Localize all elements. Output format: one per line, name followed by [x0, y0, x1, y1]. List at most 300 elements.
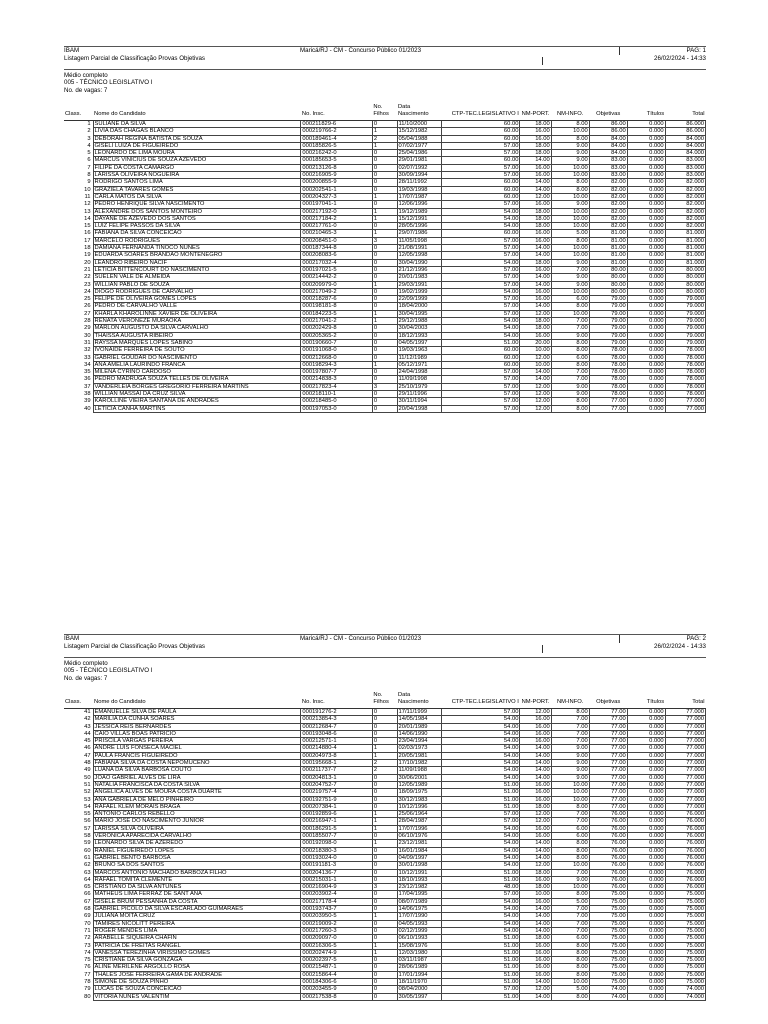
titles-score: 0.000 — [627, 854, 665, 861]
rank: 38 — [84, 390, 91, 397]
objective-score: 75.00 — [589, 920, 627, 927]
rank: 31 — [84, 339, 91, 346]
informatics-score: 7.00 — [551, 730, 589, 737]
titles-score: 0.000 — [627, 398, 665, 405]
children-count: 0 — [372, 339, 397, 346]
candidate-name: GABRIEL GOUDAR DO NASCIMENTO — [93, 354, 301, 361]
titles-score: 0.000 — [627, 949, 665, 956]
rank: 18 — [84, 245, 91, 252]
tec-score: 57.00 — [442, 369, 520, 376]
candidate-name: GABRIEL BENTO BARBOSA — [93, 854, 301, 861]
titles-score: 0.000 — [627, 318, 665, 325]
birth-date: 06/10/1993 — [397, 935, 442, 942]
children-count: 0 — [372, 964, 397, 971]
objective-score: 83.00 — [589, 157, 627, 164]
titles-score: 0.000 — [627, 332, 665, 339]
informatics-score: 5.00 — [551, 230, 589, 237]
objective-score: 79.00 — [589, 339, 627, 346]
objective-score: 76.00 — [589, 854, 627, 861]
birth-date: 30/04/2003 — [397, 325, 442, 332]
portuguese-score: 16.00 — [520, 296, 551, 303]
objective-score: 77.00 — [589, 789, 627, 796]
informatics-score: 10.00 — [551, 252, 589, 259]
tec-score: 57.00 — [442, 296, 520, 303]
titles-score: 0.000 — [627, 135, 665, 142]
portuguese-score: 12.00 — [520, 390, 551, 397]
children-count: 0 — [372, 164, 397, 171]
tec-score: 57.00 — [442, 142, 520, 149]
objective-score: 75.00 — [589, 913, 627, 920]
rank: 23 — [84, 281, 91, 288]
birth-date: 30/04/1995 — [397, 310, 442, 317]
org-name: IBAM — [64, 47, 80, 54]
candidate-name: PEDRO DE CARVALHO VALLE — [93, 303, 301, 310]
birth-date: 23/12/1982 — [397, 884, 442, 891]
objective-score: 77.00 — [589, 767, 627, 774]
birth-date: 25/04/1986 — [397, 150, 442, 157]
tec-score: 54.00 — [442, 716, 520, 723]
table-row — [64, 259, 706, 266]
registration-number: 000191276-2 — [301, 709, 373, 716]
tec-score: 60.00 — [442, 179, 520, 186]
total-score: 79.000 — [665, 325, 705, 332]
objective-score: 77.00 — [589, 752, 627, 759]
candidate-name: RAFAEL KLEM MORAIS BRAGA — [93, 803, 301, 810]
birth-date: 30/06/2001 — [397, 774, 442, 781]
titles-score: 0.000 — [627, 325, 665, 332]
tec-score: 54.00 — [442, 913, 520, 920]
tec-score: 57.00 — [442, 245, 520, 252]
titles-score: 0.000 — [627, 339, 665, 346]
candidate-name: MATHEUS LIMA FERRAZ DE SANT ANA — [93, 891, 301, 898]
registration-number: 000191068-0 — [301, 347, 373, 354]
rank: 64 — [84, 876, 91, 883]
titles-score: 0.000 — [627, 774, 665, 781]
titles-score: 0.000 — [627, 913, 665, 920]
portuguese-score: 16.00 — [520, 898, 551, 905]
informatics-score: 8.00 — [551, 803, 589, 810]
total-score: 84.000 — [665, 135, 705, 142]
total-score: 77.000 — [665, 716, 705, 723]
portuguese-score: 18.00 — [520, 318, 551, 325]
portuguese-score: 14.00 — [520, 303, 551, 310]
table-row — [64, 347, 706, 354]
table-row — [64, 920, 706, 927]
titles-score: 0.000 — [627, 964, 665, 971]
portuguese-score: 18.00 — [520, 150, 551, 157]
birth-date: 05/04/1988 — [397, 135, 442, 142]
children-count: 0 — [372, 957, 397, 964]
titles-score: 0.000 — [627, 781, 665, 788]
header-divider — [619, 47, 620, 55]
tec-score: 57.00 — [442, 405, 520, 412]
birth-date: 15/12/1982 — [397, 128, 442, 135]
birth-date: 15/12/1991 — [397, 215, 442, 222]
table-row — [64, 935, 706, 942]
children-count: 0 — [372, 833, 397, 840]
titles-score: 0.000 — [627, 208, 665, 215]
total-score: 77.000 — [665, 774, 705, 781]
registration-number: 000192751-9 — [301, 796, 373, 803]
informatics-score: 10.00 — [551, 310, 589, 317]
candidate-name: LEONARDO SILVA DE AZEREDO — [93, 840, 301, 847]
children-count: 2 — [372, 135, 397, 142]
children-count: 0 — [372, 796, 397, 803]
birth-date: 04/05/1993 — [397, 920, 442, 927]
registration-number: 000204813-1 — [301, 774, 373, 781]
total-score: 78.000 — [665, 354, 705, 361]
total-score: 82.000 — [665, 201, 705, 208]
tec-score: 54.00 — [442, 723, 520, 730]
titles-score: 0.000 — [627, 935, 665, 942]
table-row — [64, 818, 706, 825]
children-count: 0 — [372, 789, 397, 796]
total-score: 82.000 — [665, 215, 705, 222]
children-count: 2 — [372, 767, 397, 774]
total-score: 76.000 — [665, 833, 705, 840]
objective-score: 78.00 — [589, 361, 627, 368]
rank: 16 — [84, 230, 91, 237]
candidate-name: CRISTIANO DA SILVA ANTUNES — [93, 884, 301, 891]
titles-score: 0.000 — [627, 296, 665, 303]
total-score: 81.000 — [665, 259, 705, 266]
informatics-score: 9.00 — [551, 390, 589, 397]
informatics-score: 6.00 — [551, 833, 589, 840]
candidate-name: RAYSSA MARQUES LOPES SABINO — [93, 339, 301, 346]
total-score: 77.000 — [665, 730, 705, 737]
objective-score: 75.00 — [589, 942, 627, 949]
children-count: 1 — [372, 230, 397, 237]
children-count: 0 — [372, 993, 397, 1000]
titles-score: 0.000 — [627, 796, 665, 803]
birth-date: 15/08/1976 — [397, 942, 442, 949]
table-row — [64, 135, 706, 142]
titles-score: 0.000 — [627, 142, 665, 149]
birth-date: 11/10/2000 — [397, 121, 442, 128]
children-count: 0 — [372, 332, 397, 339]
titles-score: 0.000 — [627, 884, 665, 891]
candidate-name: IVONAIDE FERREIRA DE SOUTO — [93, 347, 301, 354]
tec-score: 57.00 — [442, 818, 520, 825]
objective-score: 78.00 — [589, 390, 627, 397]
candidate-name: MARLON AUGUSTO DA SILVA CARVALHO — [93, 325, 301, 332]
tec-score: 54.00 — [442, 332, 520, 339]
table-row — [64, 942, 706, 949]
report-datetime: 26/02/2024 - 14:33 — [654, 54, 706, 62]
children-count: 1 — [372, 825, 397, 832]
total-score: 82.000 — [665, 179, 705, 186]
tec-score: 57.00 — [442, 201, 520, 208]
titles-score: 0.000 — [627, 891, 665, 898]
informatics-score: 8.00 — [551, 942, 589, 949]
children-count: 0 — [372, 774, 397, 781]
birth-date: 11/05/1998 — [397, 237, 442, 244]
column-header-info: NM-INFO. — [551, 692, 589, 709]
candidate-name: THALES JOSE FERREIRA GAMA DE ANDRADE — [93, 971, 301, 978]
informatics-score: 7.00 — [551, 818, 589, 825]
rank: 59 — [84, 840, 91, 847]
total-score: 82.000 — [665, 208, 705, 215]
candidate-name: JOAO GABRIEL ALVES DE LIRA — [93, 774, 301, 781]
registration-number: 000207384-1 — [301, 803, 373, 810]
rank: 80 — [84, 993, 91, 1000]
rank: 43 — [84, 723, 91, 730]
birth-date: 14/06/1990 — [397, 730, 442, 737]
children-count: 0 — [372, 723, 397, 730]
tec-score: 54.00 — [442, 825, 520, 832]
children-count: 0 — [372, 296, 397, 303]
objective-score: 78.00 — [589, 369, 627, 376]
column-header-insc: No. Insc. — [301, 104, 373, 121]
column-header-filhos: No. Filhos — [372, 692, 397, 709]
children-count: 0 — [372, 781, 397, 788]
registration-number: 000203950-5 — [301, 913, 373, 920]
total-score: 77.000 — [665, 803, 705, 810]
candidate-name: JESSICA REIS BERNARDES — [93, 723, 301, 730]
table-row — [64, 978, 706, 985]
portuguese-score: 16.00 — [520, 949, 551, 956]
total-score: 78.000 — [665, 347, 705, 354]
rank: 75 — [84, 957, 91, 964]
portuguese-score: 16.00 — [520, 964, 551, 971]
rank: 37 — [84, 383, 91, 390]
report-page-1 — [0, 0, 768, 470]
total-score: 79.000 — [665, 296, 705, 303]
titles-score: 0.000 — [627, 818, 665, 825]
birth-date: 20/01/1983 — [397, 274, 442, 281]
objective-score: 79.00 — [589, 318, 627, 325]
informatics-score: 8.00 — [551, 135, 589, 142]
rank: 5 — [87, 150, 91, 157]
titles-score: 0.000 — [627, 927, 665, 934]
titles-score: 0.000 — [627, 369, 665, 376]
birth-date: 02/07/1992 — [397, 164, 442, 171]
rank: 71 — [84, 927, 91, 934]
portuguese-score: 10.00 — [520, 891, 551, 898]
objective-score: 76.00 — [589, 840, 627, 847]
tec-score: 51.00 — [442, 942, 520, 949]
total-score: 75.000 — [665, 949, 705, 956]
candidate-name: SIMONE DE SOUZA PINHO — [93, 978, 301, 985]
candidate-name: ANA AMELIA LAURINDO FRANCA — [93, 361, 301, 368]
total-score: 80.000 — [665, 281, 705, 288]
informatics-score: 8.00 — [551, 993, 589, 1000]
rank: 1 — [87, 121, 91, 128]
column-header-nasc: Data Nascimento — [397, 104, 442, 121]
children-count: 1 — [372, 752, 397, 759]
candidate-name: KHARLA KHAROLINNE XAVIER DE OLIVEIRA — [93, 310, 301, 317]
titles-score: 0.000 — [627, 150, 665, 157]
rank: 32 — [84, 347, 91, 354]
children-count: 0 — [372, 325, 397, 332]
registration-number: 000208083-6 — [301, 252, 373, 259]
candidate-name: GISELE BRUM PESSANHA DA COSTA — [93, 898, 301, 905]
total-score: 80.000 — [665, 266, 705, 273]
total-score: 84.000 — [665, 150, 705, 157]
table-row — [64, 186, 706, 193]
informatics-score: 10.00 — [551, 789, 589, 796]
titles-score: 0.000 — [627, 957, 665, 964]
portuguese-score: 14.00 — [520, 252, 551, 259]
registration-number: 000219009-2 — [301, 920, 373, 927]
table-row — [64, 245, 706, 252]
total-score: 77.000 — [665, 767, 705, 774]
page-number: PAG: 1 — [686, 47, 706, 54]
rank: 52 — [84, 789, 91, 796]
column-header-class: Class. — [64, 692, 93, 709]
table-row — [64, 223, 706, 230]
titles-score: 0.000 — [627, 310, 665, 317]
titles-score: 0.000 — [627, 390, 665, 397]
tec-score: 54.00 — [442, 847, 520, 854]
candidate-name: LARISSA SILVA OLIVEIRA — [93, 825, 301, 832]
rank: 33 — [84, 354, 91, 361]
informatics-score: 10.00 — [551, 862, 589, 869]
objective-score: 75.00 — [589, 906, 627, 913]
portuguese-score: 16.00 — [520, 230, 551, 237]
tec-score: 60.00 — [442, 157, 520, 164]
portuguese-score: 16.00 — [520, 266, 551, 273]
classification-table — [64, 692, 706, 1001]
children-count: 0 — [372, 398, 397, 405]
table-row — [64, 876, 706, 883]
titles-score: 0.000 — [627, 847, 665, 854]
table-row — [64, 898, 706, 905]
objective-score: 80.00 — [589, 274, 627, 281]
registration-number: 000190660-7 — [301, 339, 373, 346]
column-header-obj: Objetivas — [589, 104, 627, 121]
informatics-score: 10.00 — [551, 796, 589, 803]
rank: 45 — [84, 738, 91, 745]
registration-number: 000216242-0 — [301, 150, 373, 157]
portuguese-score: 12.00 — [520, 193, 551, 200]
children-count: 0 — [372, 927, 397, 934]
portuguese-score: 16.00 — [520, 201, 551, 208]
objective-score: 77.00 — [589, 774, 627, 781]
education-level: Médio completo — [64, 72, 108, 79]
children-count: 3 — [372, 884, 397, 891]
tec-score: 57.00 — [442, 811, 520, 818]
rank: 51 — [84, 781, 91, 788]
total-score: 76.000 — [665, 854, 705, 861]
children-count: 0 — [372, 876, 397, 883]
informatics-score: 7.00 — [551, 811, 589, 818]
registration-number: 000217260-3 — [301, 927, 373, 934]
tec-score: 60.00 — [442, 230, 520, 237]
informatics-score: 7.00 — [551, 325, 589, 332]
rank: 22 — [84, 274, 91, 281]
objective-score: 79.00 — [589, 332, 627, 339]
total-score: 76.000 — [665, 825, 705, 832]
portuguese-score: 16.00 — [520, 164, 551, 171]
rank: 30 — [84, 332, 91, 339]
tec-score: 54.00 — [442, 774, 520, 781]
objective-score: 76.00 — [589, 869, 627, 876]
objective-score: 77.00 — [589, 760, 627, 767]
informatics-score: 8.00 — [551, 179, 589, 186]
rank: 69 — [84, 913, 91, 920]
portuguese-score: 16.00 — [520, 716, 551, 723]
table-row — [64, 781, 706, 788]
informatics-score: 10.00 — [551, 193, 589, 200]
portuguese-score: 16.00 — [520, 781, 551, 788]
informatics-score: 8.00 — [551, 339, 589, 346]
tec-score: 60.00 — [442, 128, 520, 135]
birth-date: 19/12/1989 — [397, 208, 442, 215]
objective-score: 75.00 — [589, 971, 627, 978]
birth-date: 11/12/1989 — [397, 354, 442, 361]
children-count: 0 — [372, 869, 397, 876]
informatics-score: 7.00 — [551, 318, 589, 325]
table-row — [64, 318, 706, 325]
informatics-score: 9.00 — [551, 157, 589, 164]
contest-title: Maricá/RJ - CM - Concurso Público 01/2023 — [300, 47, 422, 54]
candidate-name: VITORIA NUNES VALENTIM — [93, 993, 301, 1000]
children-count: 1 — [372, 310, 397, 317]
rank: 47 — [84, 752, 91, 759]
portuguese-score: 16.00 — [520, 971, 551, 978]
report-subtitle: Listagem Parcial de Classificação Provas Objetivas — [64, 642, 205, 650]
tec-score: 60.00 — [442, 121, 520, 128]
header-divider — [542, 57, 543, 65]
informatics-score: 6.00 — [551, 296, 589, 303]
birth-date: 16/01/1984 — [397, 847, 442, 854]
tec-score: 54.00 — [442, 898, 520, 905]
rank: 10 — [84, 186, 91, 193]
candidate-name: FABIANA DA SILVA CONCEICAO — [93, 230, 301, 237]
titles-score: 0.000 — [627, 121, 665, 128]
objective-score: 81.00 — [589, 252, 627, 259]
total-score: 75.000 — [665, 957, 705, 964]
candidate-name: RANIEL FIGUEIREDO LOPES — [93, 847, 301, 854]
birth-date: 21/08/1991 — [397, 245, 442, 252]
candidate-name: PATRICIA DE FREITAS RANGEL — [93, 942, 301, 949]
titles-score: 0.000 — [627, 709, 665, 716]
portuguese-score: 12.00 — [520, 398, 551, 405]
candidate-name: SULIANE DA SILVA — [93, 121, 301, 128]
objective-score: 79.00 — [589, 296, 627, 303]
birth-date: 29/11/1996 — [397, 390, 442, 397]
registration-number: 000204136-7 — [301, 869, 373, 876]
rank: 6 — [87, 157, 91, 164]
report-header — [64, 46, 706, 70]
candidate-name: MARIO JOSE DO NASCIMENTO JUNIOR — [93, 818, 301, 825]
portuguese-score: 14.00 — [520, 913, 551, 920]
registration-number: 000184223-5 — [301, 310, 373, 317]
registration-number: 000205365-2 — [301, 332, 373, 339]
titles-score: 0.000 — [627, 215, 665, 222]
objective-score: 86.00 — [589, 128, 627, 135]
total-score: 80.000 — [665, 288, 705, 295]
titles-score: 0.000 — [627, 767, 665, 774]
portuguese-score: 14.00 — [520, 767, 551, 774]
rank: 4 — [87, 142, 91, 149]
candidate-name: EDUARDA SOARES BRANDAO MONTENEGRO — [93, 252, 301, 259]
table-row — [64, 266, 706, 273]
registration-number: 000186291-5 — [301, 825, 373, 832]
informatics-score: 9.00 — [551, 745, 589, 752]
portuguese-score: 18.00 — [520, 121, 551, 128]
birth-date: 19/03/1963 — [397, 347, 442, 354]
children-count: 0 — [372, 259, 397, 266]
portuguese-score: 18.00 — [520, 935, 551, 942]
informatics-score: 9.00 — [551, 383, 589, 390]
children-count: 3 — [372, 237, 397, 244]
children-count: 0 — [372, 354, 397, 361]
candidate-name: LUIZ FELIPE PASSOS DA SILVA — [93, 223, 301, 230]
table-row — [64, 891, 706, 898]
portuguese-score: 14.00 — [520, 179, 551, 186]
